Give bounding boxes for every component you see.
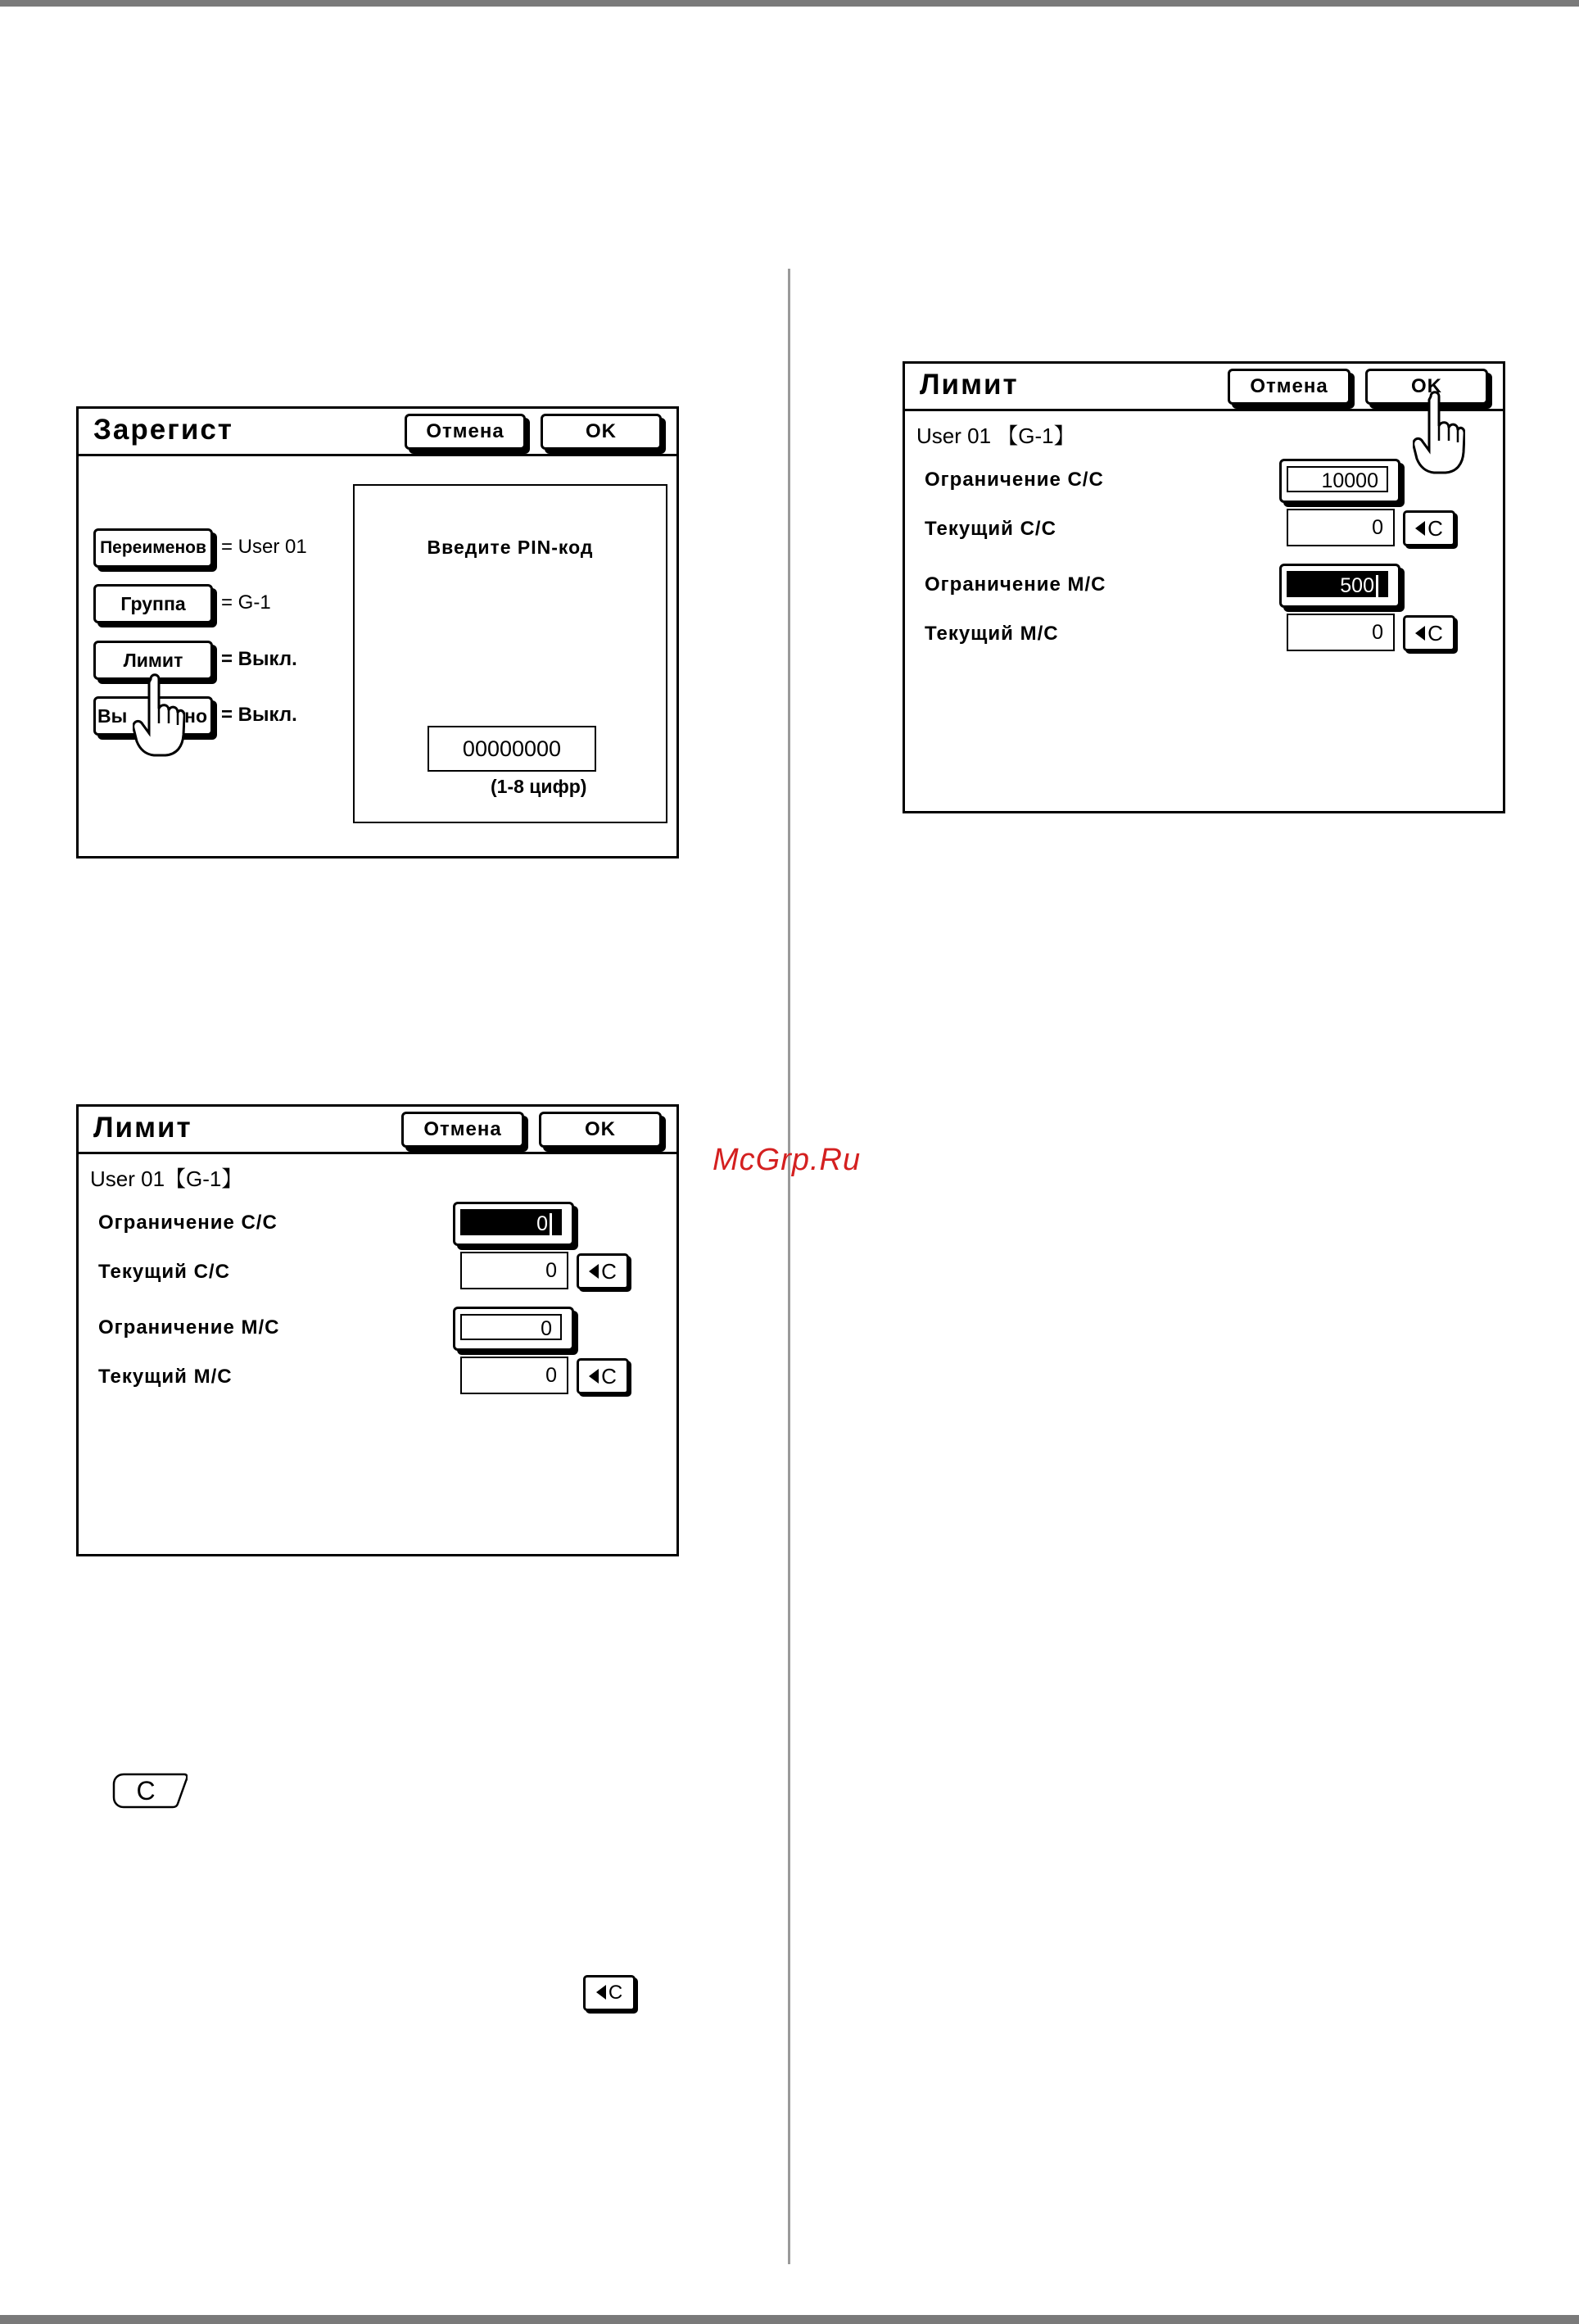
limit-value: = Выкл. xyxy=(221,648,297,670)
copy-limit-field xyxy=(1287,466,1388,492)
pin-prompt: Введите PIN-код xyxy=(427,537,594,558)
limit-panel-set xyxy=(903,361,1505,813)
back-arrow-icon xyxy=(1415,521,1425,536)
master-limit-field xyxy=(1287,571,1388,597)
register-panel xyxy=(76,406,679,858)
back-arrow-icon xyxy=(589,1264,599,1279)
copy-limit-value: 10000 xyxy=(1321,469,1378,492)
column-divider xyxy=(788,269,790,2264)
user-group-label: User 01【G-1】 xyxy=(90,1167,243,1191)
panel-title: Лимит xyxy=(93,1112,192,1144)
master-current-value: 0 xyxy=(1287,614,1395,651)
group-button[interactable]: Группа xyxy=(93,584,213,623)
master-current-value: 0 xyxy=(460,1357,568,1394)
copy-current-label: Текущий C/C xyxy=(925,518,1056,540)
group-value: = G-1 xyxy=(221,591,271,614)
master-limit-field xyxy=(460,1314,562,1340)
cancel-button[interactable]: Отмена xyxy=(405,414,526,450)
register-titlebar xyxy=(79,409,676,456)
clear-label: C xyxy=(1427,516,1443,541)
back-arrow-icon xyxy=(1415,626,1425,641)
ok-button[interactable]: OK xyxy=(1365,369,1488,405)
panel-title: Лимит xyxy=(920,369,1019,401)
copy-current-value: 0 xyxy=(1287,509,1395,546)
clear-copy-current-button[interactable] xyxy=(577,1253,629,1289)
master-limit-label: Ограничение M/C xyxy=(98,1316,280,1339)
master-limit-input[interactable] xyxy=(453,1307,574,1351)
copy-limit-input[interactable] xyxy=(453,1202,574,1246)
copy-limit-value: 0 xyxy=(536,1212,548,1235)
output-button-label-tail: но xyxy=(184,705,207,727)
copy-limit-field xyxy=(460,1209,562,1235)
back-arrow-icon xyxy=(589,1369,599,1384)
pin-entry-area xyxy=(353,484,667,823)
master-limit-value: 0 xyxy=(541,1317,552,1340)
pin-hint: (1-8 цифр) xyxy=(491,776,587,797)
clear-master-current-button[interactable] xyxy=(577,1358,629,1394)
copy-limit-input[interactable] xyxy=(1279,459,1400,503)
watermark-text: McGrp.Ru xyxy=(713,1143,862,1177)
clear-button-reference[interactable] xyxy=(583,1975,636,2011)
cancel-button[interactable]: Отмена xyxy=(1228,369,1351,405)
panel-title: Зарегист xyxy=(93,414,233,446)
pin-input[interactable]: 00000000 xyxy=(428,726,596,772)
cancel-button[interactable]: Отмена xyxy=(401,1112,524,1148)
copy-limit-label: Ограничение C/C xyxy=(98,1212,278,1234)
user-group-label: User 01 【G-1】 xyxy=(916,424,1075,448)
output-value: = Выкл. xyxy=(221,704,297,726)
clear-master-current-button[interactable] xyxy=(1403,615,1455,651)
pointing-hand-icon xyxy=(1413,390,1465,475)
clear-label: C xyxy=(1427,621,1443,646)
c-key-label: C xyxy=(136,1776,156,1805)
back-arrow-icon xyxy=(596,1985,606,2000)
limit-panel-initial xyxy=(76,1104,679,1556)
clear-copy-current-button[interactable] xyxy=(1403,510,1455,546)
clear-label: C xyxy=(601,1259,617,1284)
master-current-label: Текущий M/C xyxy=(98,1366,233,1388)
master-limit-label: Ограничение M/C xyxy=(925,573,1106,596)
limit-titlebar xyxy=(79,1107,676,1154)
clear-button-label: C xyxy=(608,1982,623,2004)
text-cursor xyxy=(550,1213,552,1236)
limit-button[interactable]: Лимит xyxy=(93,641,213,680)
top-rule xyxy=(0,0,1579,7)
copy-current-label: Текущий C/C xyxy=(98,1261,230,1283)
copy-limit-label: Ограничение C/C xyxy=(925,469,1104,491)
clear-label: C xyxy=(601,1364,617,1389)
copy-current-value: 0 xyxy=(460,1252,568,1289)
rename-value: = User 01 xyxy=(221,536,307,558)
output-button-label-head: Вы xyxy=(97,705,128,727)
ok-button[interactable]: OK xyxy=(539,1112,662,1148)
ok-button[interactable]: OK xyxy=(541,414,662,450)
master-current-label: Текущий M/C xyxy=(925,623,1059,645)
master-limit-value: 500 xyxy=(1340,574,1374,597)
c-key[interactable] xyxy=(112,1773,188,1809)
pointing-hand-icon xyxy=(133,673,185,758)
text-cursor xyxy=(1376,575,1378,598)
master-limit-input[interactable] xyxy=(1279,564,1400,608)
rename-button[interactable]: Переименов xyxy=(93,528,213,568)
bottom-rule xyxy=(0,2315,1579,2324)
